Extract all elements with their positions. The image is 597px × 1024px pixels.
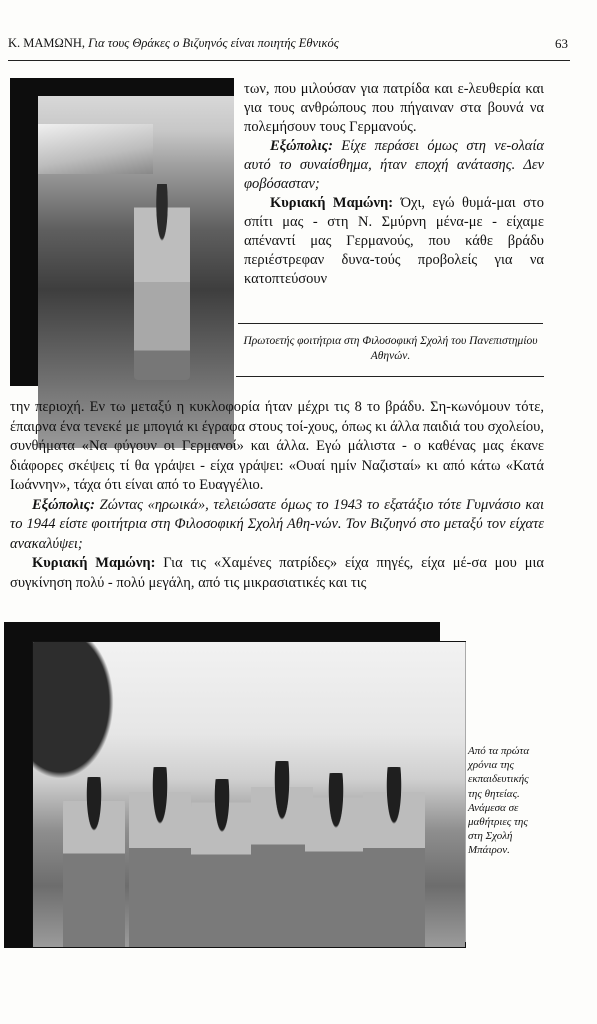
- paragraph: την περιοχή. Εν τω μεταξύ η κυκλοφορία ήταν μέχρι τις 8 το βράδυ. Ση-κωνόμουν τότε, έπαιρνα ένα τενεκέ με μπογιά κι έγραφα στους τοί-χους, όπως κι άλλα παιδιά του σχολείου, συνθήματα «Να φύγουν οι Γερμανοί» και άλλα. Εγώ μάλιστα - ο καθένας μας έκανε διάφορες σκέψεις τί θα γράψει - είχα γράψει: «Ουαί ημίν Ναζισταί» κι από κάτω «Κατά Ιωάννην», τάχα ότι είναι από το Ευαγγέλιο.: [10, 399, 544, 493]
- tree: [33, 642, 123, 792]
- caption-rule: [238, 323, 543, 324]
- house-roof: [38, 124, 153, 174]
- header-rule: [8, 60, 570, 61]
- answer-text: Για τις «Χαμένες πατρίδες» είχα πηγές, είχα μέ-σα μου μια συγκίνηση πολύ - πολύ μεγάλη, από τις μικρασιατικές και τις: [10, 555, 544, 591]
- header-author: Κ. ΜΑΜΩΝΗ,: [8, 36, 86, 50]
- answer-paragraph: [10, 554, 544, 593]
- right-column-text: [244, 80, 544, 289]
- woman-figure: [63, 777, 125, 947]
- page-number: 63: [555, 36, 568, 51]
- speaker-label: Εξώπολις:: [32, 496, 95, 513]
- section-rule: [236, 376, 544, 377]
- portrait-photo: [10, 78, 234, 386]
- question-paragraph: [244, 137, 544, 194]
- woman-figure: [251, 761, 313, 947]
- woman-figure: [363, 767, 425, 947]
- speaker-label: Εξώπολις:: [270, 138, 333, 154]
- answer-text: Όχι, εγώ θυμά-μαι στο σπίτι μας - στη Ν. Σμύρνη μένα-με - είχαμε απέναντί μας Γερμανούς, που κάθε βράδυ περιέστρεφαν δυνα-τούς προβολείς για να κατοπτεύσουν: [244, 195, 545, 287]
- caption-divider: [465, 642, 466, 942]
- full-width-text: [10, 398, 544, 593]
- woman-figure: [305, 773, 367, 947]
- portrait-caption: Πρωτοετής φοιτήτρια στη Φιλοσοφική Σχολή του Πανεπιστημίου Αθηνών.: [243, 335, 538, 362]
- student-figure: [134, 184, 190, 380]
- answer-paragraph: [244, 194, 544, 289]
- speaker-label: Κυριακή Μαμώνη:: [270, 195, 394, 211]
- question-text: Ζώντας «ηρωικά», τελειώσατε όμως το 1943 το εξατάξιο τότε Γυμνάσιο και το 1944 είστε φοιτήτρια στη Φιλοσοφική Σχολή Αθη-νών. Τον Βιζυηνό στο μεταξύ τον είχατε ανακαλύψει;: [10, 496, 545, 552]
- portrait-image: [38, 96, 234, 448]
- woman-figure: [129, 767, 191, 947]
- paragraph: των, που μιλούσαν για πατρίδα και ε-λευθερία και για τους ανθρώπους που πήγαιναν στα βουνά να πολεμήσουν τους Γερμανούς.: [244, 81, 544, 135]
- group-photo: [32, 641, 466, 948]
- question-text: Είχε περάσει όμως στη νε-ολαία αυτό το συναίσθημα, ήταν εποχή ανάτασης. Δεν φοβόσασταν;: [244, 138, 544, 192]
- group-photo-caption: Από τα πρώτα χρόνια της εκπαιδευτικής της θητείας. Ανάμεσα σε μαθήτριες της στη Σχολή Μπάιρον.: [468, 745, 530, 857]
- speaker-label: Κυριακή Μαμώνη:: [32, 555, 156, 571]
- woman-figure: [191, 779, 253, 947]
- question-paragraph: [10, 496, 544, 555]
- header-title: Για τους Θράκες ο Βιζυηνός είναι ποιητής Εθνικός: [88, 36, 339, 50]
- running-header: [8, 36, 568, 54]
